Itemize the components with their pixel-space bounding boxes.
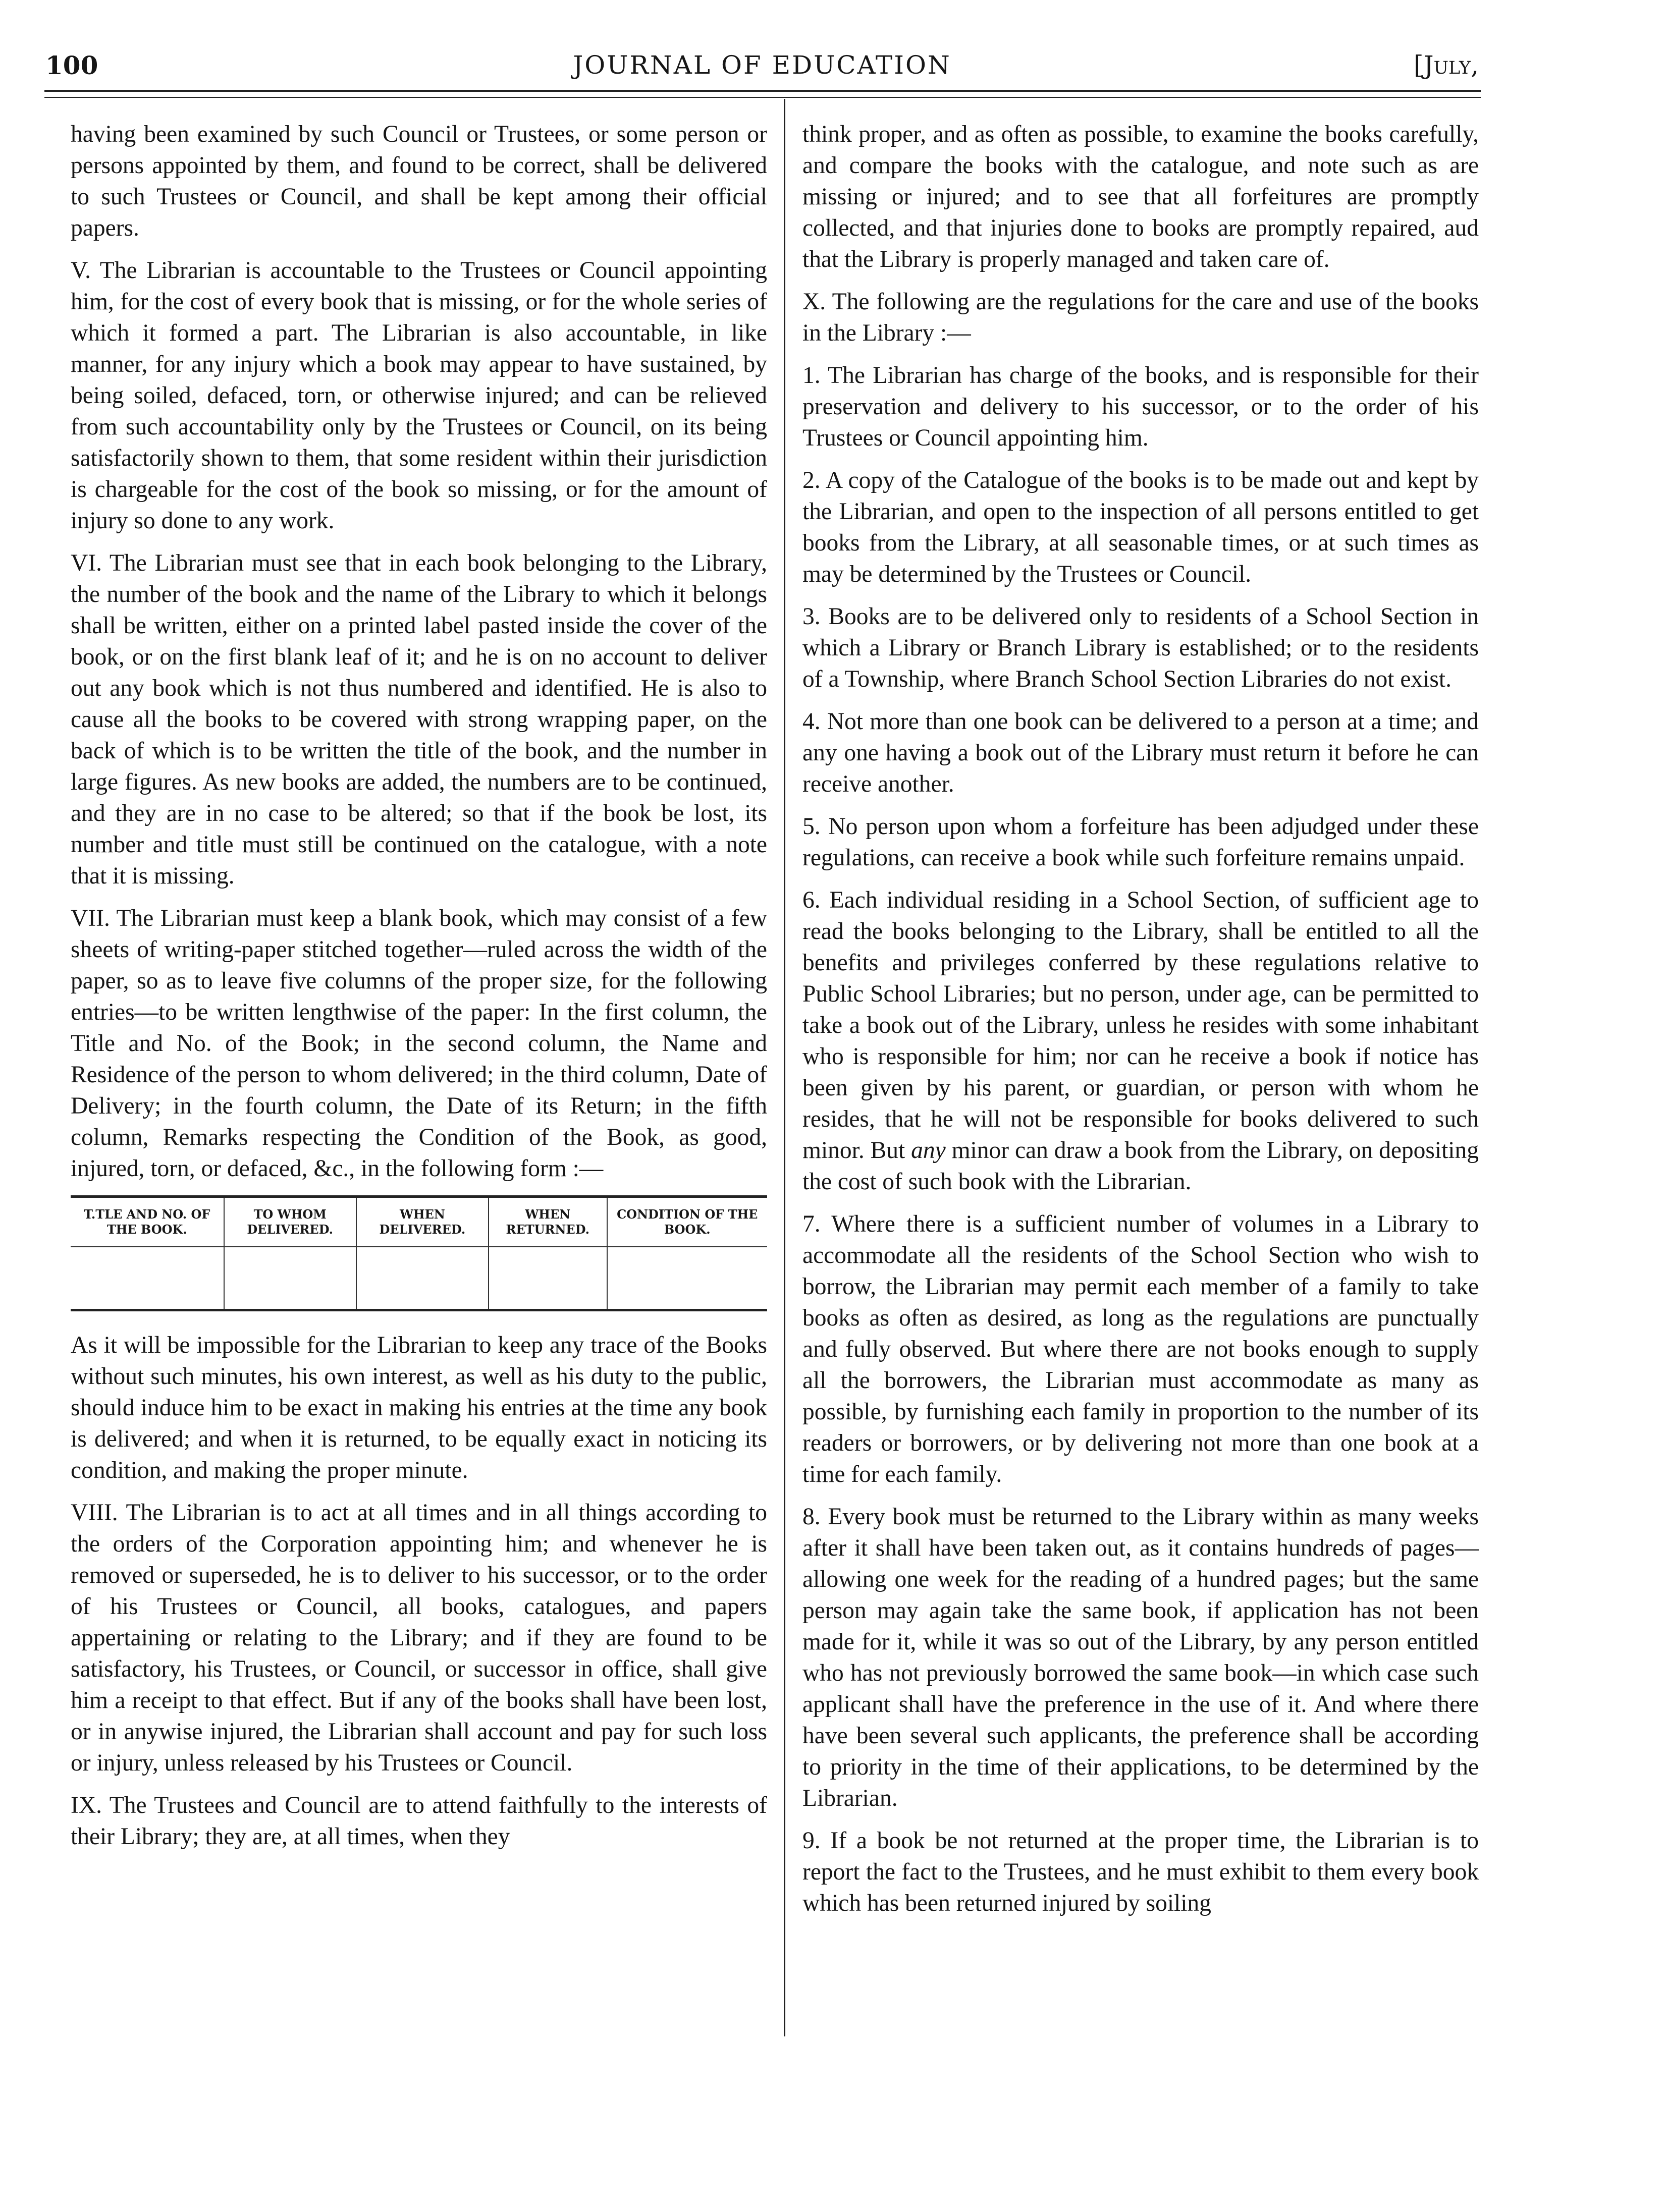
blank-cell (489, 1247, 607, 1310)
regulation-6-italic: any (911, 1137, 946, 1164)
column-divider (784, 99, 785, 2036)
regulation-7: 7. Where there is a sufficient number of volumes in a Library to accommodate all the residents of the School Section who wish to borrow, the Librarian may permit each member of a family to take books as often as desired, as long as the regulations are punctually and fully observed. But where there are not books enough to supply all the borrowers, the Librarian must accommodate as many as possible, by furnishing each family in proportion to the number of its readers or borrowers, or by delivering not more than one book at a time for each family. (802, 1211, 1479, 1487)
paragraph-section-vii: VII. The Librarian must keep a blank book, which may consist of a few sheets of writing-paper stitched together—ruled across the width of the paper, so as to leave five columns of the proper size, for the following entries—to be written lengthwise of the paper: In the first column, the Title and No. of the Book; in the second column, the Name and Residence of the person to whom delivered; in the third column, Date of Delivery; in the fourth column, the Date of its Return; in the fifth column, Remarks respecting the Condition of the Book, as good, injured, torn, or defaced, &c., in the following form :— (71, 905, 767, 1182)
librarian-form-table (71, 1195, 767, 1311)
blank-cell (224, 1247, 356, 1310)
page-number: 100 (45, 50, 98, 80)
paragraph-minutes: As it will be impossible for the Librarian to keep any trace of the Books without such minutes, his own interest, as well as his duty to the public, should induce him to be exact in making his entries at the time any book is delivered; and when it is returned, to be equally exact in noticing its condition, and making the proper minute. (71, 1332, 767, 1483)
regulation-5: 5. No person upon whom a forfeiture has been adjudged under these regulations, can receive a book while such forfeiture remains unpaid. (802, 813, 1479, 871)
paragraph-section-viii: VIII. The Librarian is to act at all times and in all things according to the orders of the Corporation appointing him; and whenever he is removed or superseded, he is to deliver to his successor, or to the order of his Trustees or Council, all books, catalogues, and papers appertaining or relating to the Library; and if they are found to be satisfactory, his Trustees, or Council, or successor in office, shall give him a receipt to that effect. But if any of the books shall have been lost, or in anywise injured, the Librarian shall account and pay for such loss or injury, unless released by his Trustees or Council. (71, 1500, 767, 1776)
regulation-1: 1. The Librarian has charge of the books, and is responsible for their preservation and delivery to his successor, or to the order of his Trustees or Council appointing him. (802, 362, 1479, 451)
regulation-9: 9. If a book be not returned at the proper time, the Librarian is to report the fact to the Trustees, and he must exhibit to them every book which has been returned injured by soiling (802, 1828, 1479, 1916)
regulation-3: 3. Books are to be delivered only to residents of a School Section in which a Library or Branch Library is established; or to the residents of a Township, where Branch School Section Libraries do not exist. (802, 603, 1479, 692)
col-header-title: T.TLE AND NO. OF THE BOOK. (71, 1197, 224, 1247)
form-table-header-row (71, 1197, 767, 1247)
blank-cell (607, 1247, 767, 1310)
paragraph-section-ix: IX. The Trustees and Council are to attend faithfully to the interests of their Library; they are, at all times, when they (71, 1792, 767, 1850)
paragraph-continuation-right: think proper, and as often as possible, to examine the books carefully, and compare the books with the catalogue, and note such as are missing or injured; and to see that all forfeitures are promptly collected, and that injuries done to books are promptly repaired, aud that the Library is properly managed and taken care of. (802, 121, 1479, 272)
regulation-2: 2. A copy of the Catalogue of the books is to be made out and kept by the Librarian, and open to the inspection of all persons entitled to get books from the Library, at all seasonable times, or at such times as may be determined by the Trustees or Council. (802, 467, 1479, 587)
regulation-6-text-b: minor can draw a book from the Library, on depositing the cost of such book with the Librarian. (802, 1137, 1479, 1195)
col-header-condition: CONDITION OF THE BOOK. (607, 1197, 767, 1247)
paragraph-section-v: V. The Librarian is accountable to the Trustees or Council appointing him, for the cost of every book that is missing, or for the whole series of which it formed a part. The Librarian is also accountable, in like manner, for any injury which a book may appear to have sustained, by being soiled, defaced, torn, or otherwise injured; and can be relieved from such accountability only by the Trustees or Council, on its being satisfactorily shown to them, that some resident within their jurisdiction is chargeable for the cost of the book so missing, or for the amount of injury so done to any work. (71, 257, 767, 534)
left-column (71, 119, 767, 1863)
blank-cell (71, 1247, 224, 1310)
paragraph-section-x: X. The following are the regulations for the care and use of the books in the Library :— (802, 289, 1479, 346)
form-table-blank-row (71, 1247, 767, 1310)
col-header-when-returned: WHEN RETURNED. (489, 1197, 607, 1247)
paragraph-continuation: having been examined by such Council or Trustees, or some person or persons appointed by them, and found to be correct, shall be delivered to such Trustees or Council, and shall be kept among their official papers. (71, 121, 767, 241)
header-rule-thick (44, 90, 1481, 92)
regulation-4: 4. Not more than one book can be delivered to a person at a time; and any one having a book out of the Library must return it before he can receive another. (802, 708, 1479, 797)
col-header-to-whom: TO WHOM DELIVERED. (224, 1197, 356, 1247)
paragraph-section-vi: VI. The Librarian must see that in each book belonging to the Library, the number of the book and the name of the Library to which it belongs shall be written, either on a printed label pasted inside the cover of the book, or on the first blank leaf of it; and he is on no account to deliver out any book which is not thus numbered and identified. He is also to cause all the books to be covered with strong wrapping paper, on the back of which is to be written the title of the book, and the number in large figures. As new books are added, the numbers are to be continued, and they are in no case to be altered; so that if the book be lost, its number and title must still be continued on the catalogue, with a note that it is missing. (71, 550, 767, 889)
blank-cell (356, 1247, 489, 1310)
regulation-8: 8. Every book must be returned to the Library within as many weeks after it shall have been taken out, as it contains hundreds of pages—allowing one week for the reading of a hundred pages; but the same person may again take the same book, if application has not been made for it, while it was so out of the Library, by any person entitled who has not previously borrowed the same book—in which case such applicant shall have the preference in the use of it. And where there have been several such applicants, the preference shall be according to priority in the time of their applications, to be determined by the Librarian. (802, 1504, 1479, 1811)
page-header (45, 50, 1479, 86)
journal-title: JOURNAL OF EDUCATION (573, 50, 951, 80)
header-rule-thin (44, 97, 1481, 98)
header-month: [July, (1413, 50, 1479, 80)
right-column (802, 119, 1479, 1930)
regulation-6 (802, 884, 1479, 1197)
col-header-when-delivered: WHEN DELIVERED. (356, 1197, 489, 1247)
regulation-6-text-a: 6. Each individual residing in a School Section, of sufficient age to read the books belonging to the Library, shall be entitled to all the benefits and privileges conferred by these regulations relative to Public School Libraries; but no person, under age, can be permitted to take a book out of the Library, unless he resides with some inhabitant who is responsible for him; nor can he receive a book if notice has been given by his parent, or guardian, or person with whom he resides, that he will not be responsible for books delivered to such minor. But (802, 887, 1479, 1164)
